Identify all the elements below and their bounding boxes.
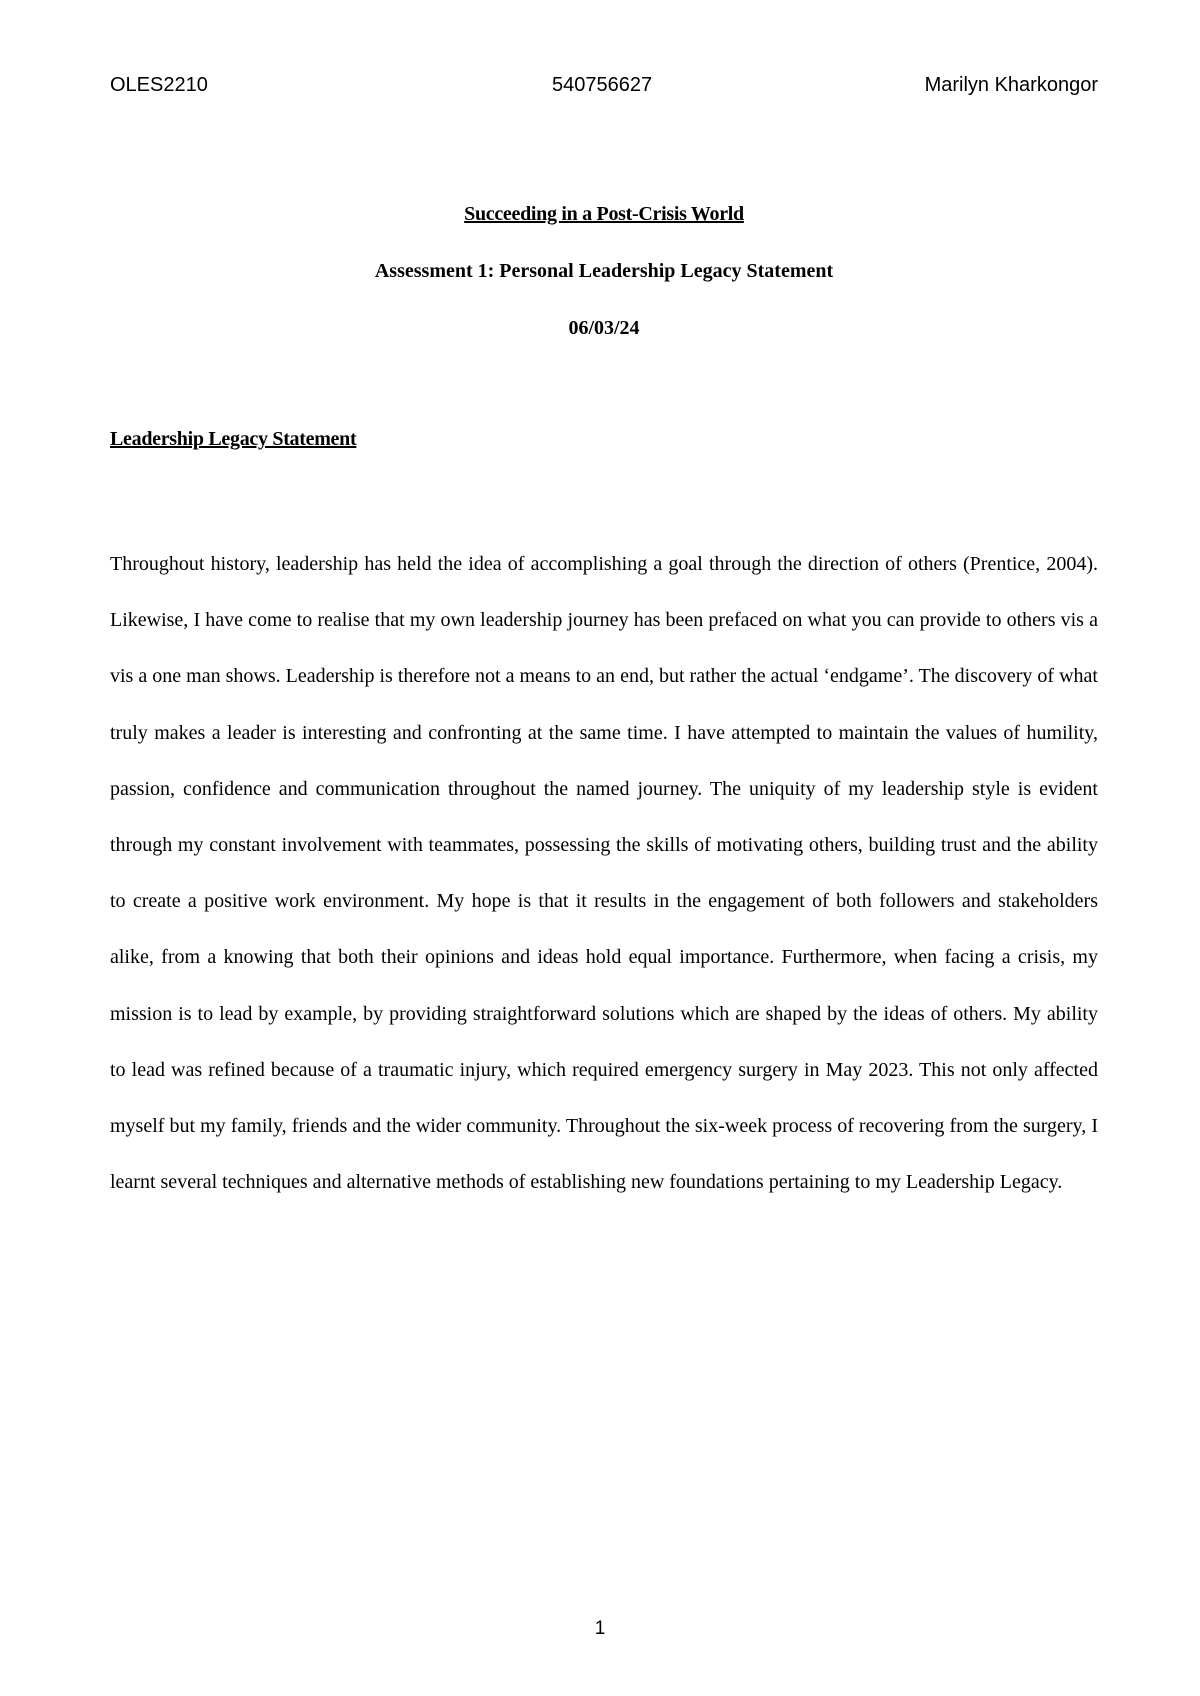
page-number: 1 xyxy=(594,1618,606,1639)
section-heading: Leadership Legacy Statement xyxy=(110,428,357,450)
body-paragraph: Throughout history, leadership has held the idea of accomplishing a goal through the direction of others (Prentice, 2004). Likewise, I have come to realise that my own leadership journey has been prefaced on what you can provide to others vis a vis a one man shows. Leadership is therefore not a means to an end, but rather the actual ‘endgame’. The discovery of what truly makes a leader is interesting and confronting at the same time. I have attempted to maintain the values of humility, passion, confidence and communication throughout the named journey. The uniquity of my leadership style is evident through my constant involvement with teammates, possessing the skills of motivating others, building trust and the ability to create a positive work environment. My hope is that it results in the engagement of both followers and stakeholders alike, from a knowing that both their opinions and ideas hold equal importance. Furthermore, when facing a crisis, my mission is to lead by example, by providing straightforward solutions which are shaped by the ideas of others. My ability to lead was refined because of a traumatic injury, which required emergency surgery in May 2023. This not only affected myself but my family, friends and the wider community. Throughout the six-week process of recovering from the surgery, I learnt several techniques and alternative methods of establishing new foundations pertaining to my Leadership Legacy. xyxy=(110,553,1098,1194)
document-date: 06/03/24 xyxy=(568,317,640,339)
document-title: Succeeding in a Post-Crisis World xyxy=(464,203,744,225)
course-code: OLES2210 xyxy=(110,74,208,96)
page-header xyxy=(110,74,1098,104)
author-name: Marilyn Kharkongor xyxy=(924,74,1098,96)
student-id: 540756627 xyxy=(552,74,653,96)
assessment-title: Assessment 1: Personal Leadership Legacy Statement xyxy=(374,260,834,282)
